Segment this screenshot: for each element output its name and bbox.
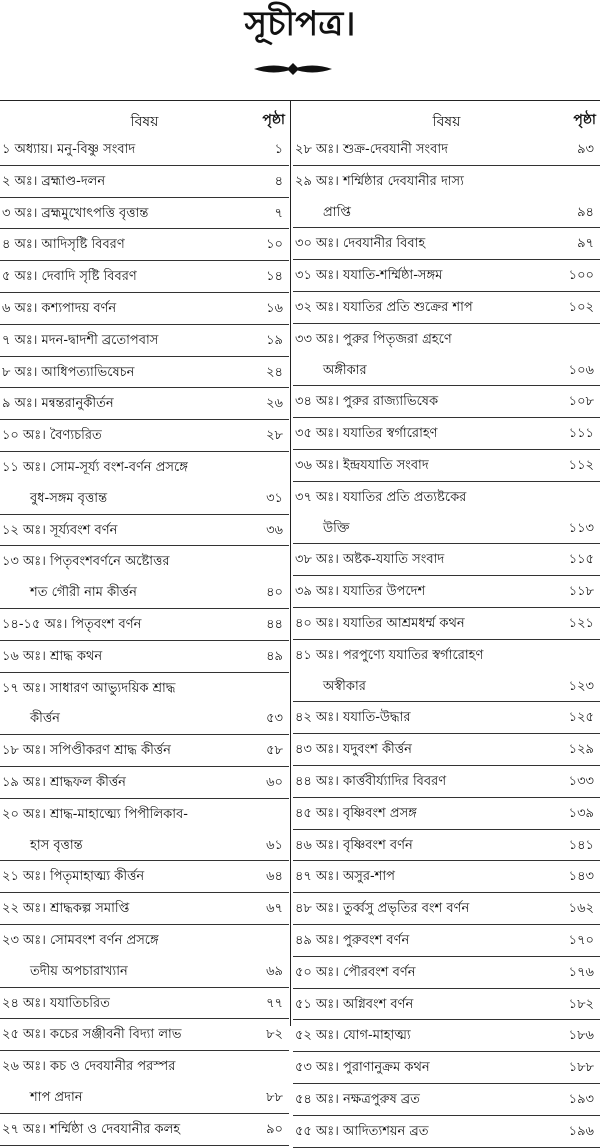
toc-entry-page: ৭ bbox=[274, 205, 283, 221]
toc-entry-page: ৬০ bbox=[266, 774, 283, 790]
top-rule bbox=[0, 100, 600, 101]
toc-entry-title: ৪৮ অঃ। তুর্ব্বসু প্রভৃতির বংশ বর্ণন bbox=[295, 901, 470, 917]
toc-column-left bbox=[0, 106, 289, 1146]
toc-entry-title: প্রাপ্তি bbox=[323, 204, 351, 220]
toc-entry-page: ৩১ bbox=[266, 490, 283, 506]
toc-entry-page: ২৪ bbox=[266, 364, 283, 380]
toc-entry bbox=[0, 229, 289, 261]
toc-entry-title: ৫৫ অঃ। আদিত্যশয়ন ব্রত bbox=[295, 1123, 429, 1139]
subject-heading: বিষয় bbox=[432, 114, 461, 130]
toc-entry-title: ২৪ অঃ। যযাতিচরিত bbox=[2, 995, 110, 1011]
toc-entry-title: ৫৩ অঃ। পুরাণানুক্রম কথন bbox=[295, 1060, 430, 1076]
toc-entry-page: ১২৯ bbox=[568, 742, 594, 758]
toc-entry-title: ২ অঃ। ব্রহ্মাণ্ড-দলন bbox=[2, 173, 106, 189]
toc-entry-page: ১৪১ bbox=[568, 837, 594, 853]
toc-entry-page: ৫৮ bbox=[266, 743, 283, 759]
toc-entry bbox=[0, 515, 289, 547]
toc-entry bbox=[293, 1084, 600, 1116]
toc-entry-page: ১১৫ bbox=[568, 552, 594, 568]
toc-entry-title: ২২ অঃ। শ্রাদ্ধকল্প সমাপ্তি bbox=[2, 901, 130, 917]
toc-entry-title: ৪৯ অঃ। পুরুবংশ বর্ণন bbox=[295, 932, 410, 948]
toc-entry bbox=[0, 261, 289, 293]
toc-entry-page: ৯৪ bbox=[577, 204, 594, 220]
toc-entry bbox=[0, 735, 289, 767]
column-divider bbox=[290, 100, 291, 1026]
toc-entry-page: ৬৪ bbox=[266, 869, 283, 885]
toc-entry-title: ৯ অঃ। মন্বন্তরানুকীর্তন bbox=[2, 396, 114, 412]
toc-entry-title: ৪৬ অঃ। বৃষ্ণিবংশ বর্ণন bbox=[295, 837, 413, 853]
toc-entry-title: বুধ-সঙ্গম বৃত্তান্ত bbox=[30, 490, 108, 506]
toc-entry-title: ৪ অঃ। আদিসৃষ্টি বিবরণ bbox=[2, 237, 125, 253]
toc-entry bbox=[293, 197, 600, 229]
toc-entry bbox=[0, 420, 289, 452]
toc-entry-page: ২৮ bbox=[266, 428, 283, 444]
toc-entry-page: ৯৭ bbox=[577, 236, 594, 252]
toc-entry-page: ৫৩ bbox=[266, 711, 283, 727]
toc-entry bbox=[0, 577, 289, 609]
toc-entry bbox=[293, 576, 600, 608]
toc-entry-title: ৪২ অঃ। যযাতি-উদ্ধার bbox=[295, 710, 411, 726]
toc-entry-page: ১২৫ bbox=[568, 710, 594, 726]
toc-entry-title: ২৮ অঃ। শুক্র-দেবযানী সংবাদ bbox=[295, 142, 448, 157]
toc-entry-title: ৫৪ অঃ। নক্ষত্রপুরুষ ব্রত bbox=[295, 1091, 420, 1107]
toc-entry-title: ৩২ অঃ। যযাতির প্রতি শুক্রের শাপ bbox=[295, 299, 473, 315]
toc-entry-page: ১৯ bbox=[266, 332, 283, 348]
toc-entry-title: ১৩ অঃ। পিতৃবংশবর্ণনে অষ্টোত্তর bbox=[2, 554, 170, 570]
toc-entry bbox=[0, 956, 289, 988]
toc-entry-title: হাস বৃত্তান্ত bbox=[30, 837, 83, 853]
toc-entry bbox=[0, 198, 289, 230]
toc-entry bbox=[0, 609, 289, 641]
toc-entry-title: ৮ অঃ। আধিপত্যাভিষেচন bbox=[2, 364, 135, 380]
toc-entry bbox=[0, 546, 289, 577]
subject-heading: বিষয় bbox=[130, 114, 159, 130]
toc-entry-title: ৩১ অঃ। যযাতি-শর্ম্মিষ্ঠা-সঙ্গম bbox=[295, 268, 443, 284]
toc-entry bbox=[0, 861, 289, 893]
toc-entry bbox=[293, 925, 600, 957]
toc-entry-page: ৪০ bbox=[266, 585, 283, 601]
toc-column-right bbox=[293, 106, 600, 1148]
toc-entry bbox=[0, 452, 289, 483]
toc-entry-title: তদীয় অপচারাখ্যান bbox=[30, 963, 128, 979]
toc-entry-page: ৪ bbox=[274, 173, 283, 189]
page-title: সূচীপত্র। bbox=[244, 4, 356, 44]
toc-entry-page: ১৮২ bbox=[568, 996, 594, 1012]
toc-entry-title: ৩ অঃ। ব্রহ্মমুখোৎপত্তি বৃত্তান্ত bbox=[2, 205, 149, 221]
toc-entry bbox=[0, 1114, 289, 1146]
toc-entry-title: ১৬ অঃ। শ্রাদ্ধ কথন bbox=[2, 648, 103, 664]
toc-entry bbox=[0, 925, 289, 956]
toc-entry-title: উক্তি bbox=[323, 520, 350, 536]
toc-entry-page: ১০২ bbox=[568, 299, 594, 315]
toc-entry bbox=[293, 324, 600, 355]
toc-entry-title: ৪০ অঃ। যযাতির আশ্রমধর্ম্ম কথন bbox=[295, 615, 465, 631]
toc-entry-page: ৮২ bbox=[266, 1027, 283, 1043]
toc-entry-title: ১২ অঃ। সূর্য্যবংশ বর্ণন bbox=[2, 522, 118, 538]
toc-entry-page: ১০৬ bbox=[568, 362, 594, 378]
toc-entry-page: ৬৯ bbox=[266, 963, 283, 979]
toc-entry-page: ১৯৩ bbox=[568, 1091, 594, 1107]
toc-entry-title: ১০ অঃ। বৈণ্যচরিত bbox=[2, 428, 102, 444]
toc-entry-title: ২৯ অঃ। শর্ম্মিষ্ঠার দেবযানীর দাস্য bbox=[295, 173, 464, 189]
toc-entry bbox=[293, 418, 600, 450]
toc-entry bbox=[0, 799, 289, 830]
toc-entry bbox=[0, 388, 289, 420]
toc-entry bbox=[0, 1019, 289, 1051]
toc-entry-title: শত গৌরী নাম কীর্ত্তন bbox=[30, 585, 137, 601]
toc-entry-page: ৬৭ bbox=[266, 901, 283, 917]
toc-entry bbox=[293, 640, 600, 671]
toc-entry bbox=[293, 134, 600, 166]
toc-entry bbox=[293, 608, 600, 640]
toc-entry-title: ২৬ অঃ। কচ ও দেবযানীর পরস্পর bbox=[2, 1059, 176, 1075]
toc-entry-title: ১৮ অঃ। সপিণ্ডীকরণ শ্রাদ্ধ কীর্ত্তন bbox=[2, 743, 171, 759]
toc-entry bbox=[0, 830, 289, 862]
toc-entry-title: ৫ অঃ। দেবাদি সৃষ্টি বিবরণ bbox=[2, 269, 137, 285]
toc-entry-title: ৪৩ অঃ। যদুবংশ কীর্ত্তন bbox=[295, 742, 412, 758]
toc-entry bbox=[293, 228, 600, 260]
toc-entry bbox=[0, 673, 289, 704]
toc-entry-page: ৪৪ bbox=[266, 616, 283, 632]
toc-entry-page: ২৬ bbox=[266, 396, 283, 412]
toc-entry bbox=[0, 767, 289, 799]
toc-entry bbox=[293, 989, 600, 1021]
toc-entry bbox=[0, 325, 289, 357]
toc-entry bbox=[293, 482, 600, 513]
toc-entry-title: ৩৭ অঃ। যযাতির প্রতি প্রত্যষ্টকের bbox=[295, 489, 467, 505]
toc-entry bbox=[293, 292, 600, 324]
page-heading: পৃষ্ঠা bbox=[573, 112, 596, 128]
toc-entry-title: ৪১ অঃ। পরপুণ্যে যযাতির স্বর্গারোহণ bbox=[295, 647, 484, 663]
toc-entry bbox=[0, 988, 289, 1020]
toc-entry-title: ১ অধ্যায়। মনু-বিষ্ণু সংবাদ bbox=[2, 142, 136, 157]
toc-entry-page: ৬১ bbox=[266, 837, 283, 853]
toc-entry-title: ৩৮ অঃ। অষ্টক-যযাতি সংবাদ bbox=[295, 552, 445, 568]
toc-entry bbox=[293, 798, 600, 830]
toc-entry-page: ৯০ bbox=[266, 1121, 283, 1137]
toc-entry-page: ১৮৮ bbox=[568, 1060, 594, 1076]
toc-entry-title: ১১ অঃ। সোম-সূর্য্য বংশ-বর্ণন প্রসঙ্গে bbox=[2, 459, 188, 475]
toc-entry-page: ১২১ bbox=[568, 615, 594, 631]
toc-entry-page: ১৩৩ bbox=[568, 773, 594, 789]
toc-entry-page: ১১৮ bbox=[568, 584, 594, 600]
toc-entry-page: ১১১ bbox=[568, 426, 594, 442]
toc-entry-page: ১০৮ bbox=[568, 394, 594, 410]
page-heading: পৃষ্ঠা bbox=[262, 112, 285, 128]
toc-entry-page: ১১৩ bbox=[568, 520, 594, 536]
toc-entry bbox=[293, 766, 600, 798]
toc-entry-title: ২১ অঃ। পিতৃমাহাত্ম্য কীর্ত্তন bbox=[2, 869, 145, 885]
toc-entry-title: ৪৫ অঃ। বৃষ্ণিবংশ প্রসঙ্গ bbox=[295, 805, 417, 821]
toc-entry-title: কীর্ত্তন bbox=[30, 711, 60, 727]
toc-entry bbox=[293, 893, 600, 925]
toc-entry-title: ৭ অঃ। মদন-দ্বাদশী ব্রতোপবাস bbox=[2, 332, 159, 348]
toc-entry-page: ১৪ bbox=[266, 269, 283, 285]
toc-entry-title: ১৭ অঃ। সাধারণ আভ্যুদয়িক শ্রাদ্ধ bbox=[2, 680, 176, 696]
toc-entry-page: ১০০ bbox=[568, 268, 594, 284]
toc-entry-title: অঙ্গীকার bbox=[323, 362, 367, 378]
toc-entry-title: ২৫ অঃ। কচের সঞ্জীবনী বিদ্যা লাভ bbox=[2, 1027, 182, 1043]
toc-entry-title: ২৭ অঃ। শর্ম্মিষ্ঠা ও দেবযানীর কলহ bbox=[2, 1121, 181, 1137]
toc-entry bbox=[0, 641, 289, 673]
toc-entry-page: ১৬ bbox=[266, 300, 283, 316]
toc-entry-title: ৩৩ অঃ। পুরুর পিতৃজরা গ্রহণে bbox=[295, 331, 452, 347]
toc-entry-title: ১৯ অঃ। শ্রাদ্ধফল কীর্ত্তন bbox=[2, 774, 126, 790]
toc-entry bbox=[0, 134, 289, 166]
toc-entry-title: ৩৪ অঃ। পুরুর রাজ্যাভিষেক bbox=[295, 394, 439, 410]
toc-entry-title: ৪৪ অঃ। কার্ত্তবীর্য্যাদির বিবরণ bbox=[295, 773, 447, 789]
toc-entry bbox=[293, 830, 600, 862]
toc-entry bbox=[293, 957, 600, 989]
toc-entry-page: ৭৭ bbox=[266, 995, 283, 1011]
toc-entry bbox=[293, 671, 600, 703]
toc-entry bbox=[293, 166, 600, 197]
toc-entry-title: শাপ প্রদান bbox=[30, 1089, 83, 1105]
toc-entry-page: ১৪৩ bbox=[568, 869, 594, 885]
toc-entry-title: ৩৬ অঃ। ইন্দ্রযযাতি সংবাদ bbox=[295, 457, 429, 473]
toc-entry bbox=[293, 1116, 600, 1148]
toc-entry-page: ১১২ bbox=[568, 457, 594, 473]
toc-entry-page: ১০ bbox=[266, 237, 283, 253]
toc-entry-page: ৯৩ bbox=[577, 142, 594, 157]
toc-entry bbox=[0, 1051, 289, 1082]
toc-entry bbox=[293, 544, 600, 576]
toc-entry-page: ১ bbox=[274, 142, 283, 157]
toc-entry-page: ১২৩ bbox=[568, 678, 594, 694]
toc-entry bbox=[293, 260, 600, 292]
toc-entry-page: ১৮৬ bbox=[568, 1028, 594, 1044]
toc-entry bbox=[0, 293, 289, 325]
toc-entry bbox=[0, 483, 289, 515]
toc-entry-title: ৩৫ অঃ। যযাতির স্বর্গারোহণ bbox=[295, 426, 438, 442]
toc-entry-title: ১৪-১৫ অঃ। পিতৃবংশ বর্ণন bbox=[2, 616, 142, 632]
toc-entry bbox=[293, 450, 600, 482]
toc-entry bbox=[0, 166, 289, 198]
toc-entry-page: ৮৮ bbox=[266, 1089, 283, 1105]
toc-entry-title: ৩০ অঃ। দেবযানীর বিবাহ bbox=[295, 236, 426, 252]
toc-entry-page: ১৬২ bbox=[568, 901, 594, 917]
ornament-divider bbox=[254, 60, 332, 78]
toc-entry-title: ৫০ অঃ। পৌরবংশ বর্ণন bbox=[295, 964, 416, 980]
toc-entry-title: ৪৭ অঃ। অসুর-শাপ bbox=[295, 869, 395, 885]
toc-entry-title: ২০ অঃ। শ্রাদ্ধ-মাহাত্ম্যে পিপীলিকাব- bbox=[2, 806, 188, 822]
toc-entry bbox=[293, 1020, 600, 1052]
column-header bbox=[0, 106, 289, 134]
toc-entry bbox=[293, 861, 600, 893]
toc-entry-page: ৩৬ bbox=[266, 522, 283, 538]
toc-entry-title: ২৩ অঃ। সোমবংশ বর্ণন প্রসঙ্গে bbox=[2, 932, 159, 948]
toc-entry bbox=[293, 355, 600, 387]
toc-entry bbox=[293, 1052, 600, 1084]
toc-entry-page: ১৩৯ bbox=[568, 805, 594, 821]
toc-entry bbox=[0, 1082, 289, 1114]
toc-entry-page: ৪৯ bbox=[266, 648, 283, 664]
column-header bbox=[293, 106, 600, 134]
toc-entry-title: ৩৯ অঃ। যযাতির উপদেশ bbox=[295, 584, 426, 600]
toc-entry bbox=[293, 513, 600, 545]
toc-entry bbox=[0, 893, 289, 925]
toc-entry bbox=[293, 386, 600, 418]
toc-entry-title: ৫১ অঃ। অগ্নিবংশ বর্ণন bbox=[295, 996, 414, 1012]
toc-entry bbox=[0, 357, 289, 389]
toc-entry bbox=[0, 703, 289, 735]
toc-entry-page: ১৯৬ bbox=[568, 1123, 594, 1139]
toc-entry-page: ১৭৬ bbox=[568, 964, 594, 980]
toc-entry-title: ৫২ অঃ। যোগ-মাহাত্ম্য bbox=[295, 1028, 411, 1044]
toc-entry-page: ১৭০ bbox=[568, 932, 594, 948]
toc-entry bbox=[293, 734, 600, 766]
toc-entry bbox=[293, 702, 600, 734]
toc-entry-title: ৬ অঃ। কশ্যপাদয় বর্ণন bbox=[2, 300, 117, 316]
toc-entry-title: অস্বীকার bbox=[323, 678, 366, 694]
